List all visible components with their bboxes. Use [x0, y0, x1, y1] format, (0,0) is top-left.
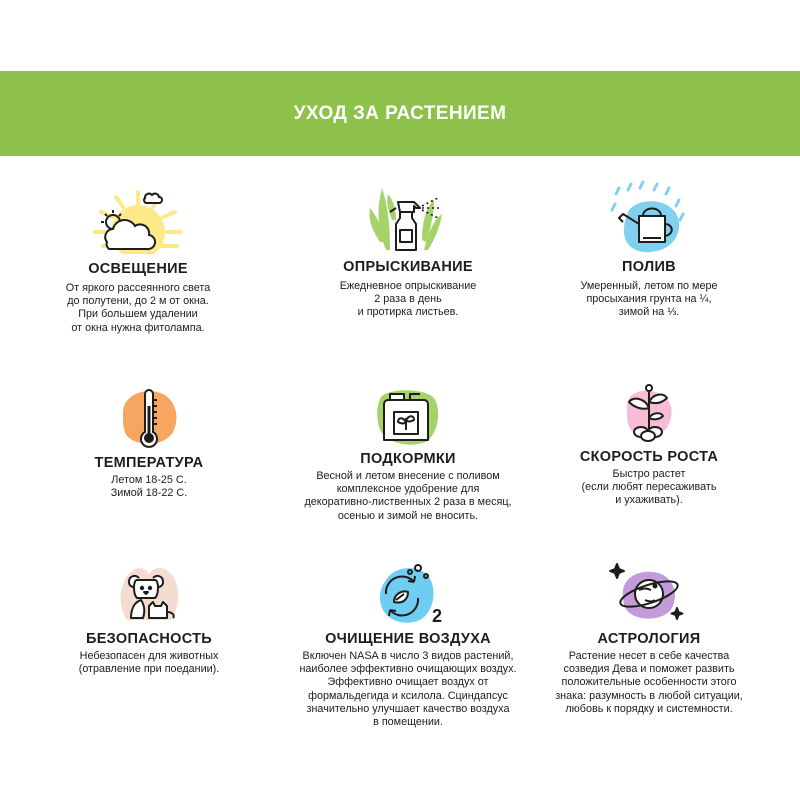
card-title: СКОРОСТЬ РОСТА	[579, 449, 719, 465]
card-title: ОПРЫСКИВАНИЕ	[343, 259, 473, 275]
spray-bottle-icon	[368, 180, 448, 254]
card-title: АСТРОЛОГИЯ	[597, 631, 701, 647]
card-temperature	[19, 386, 279, 500]
card-growth-rate	[519, 380, 779, 508]
card-air-purification	[278, 562, 538, 729]
card-description: Быстро растет (если любят пересаживать и ухаживать).	[581, 468, 717, 507]
card-fertilizing	[278, 384, 538, 523]
card-description: Включен NASA в число 3 видов растений, наиболее эффективно очищающих воздух. Эффективно очищает воздух от формальдегида и ксилола. Сциндапсус значительно улучшает качество воздуха в помещении.	[299, 650, 517, 729]
card-safety	[19, 562, 279, 676]
card-watering	[519, 180, 779, 320]
card-title: ТЕМПЕРАТУРА	[94, 455, 204, 471]
card-description: Летом 18-25 С. Зимой 18-22 С.	[110, 474, 188, 500]
page-title: УХОД ЗА РАСТЕНИЕМ	[293, 102, 507, 124]
card-title: ПОДКОРМКИ	[360, 451, 456, 467]
card-description: Умеренный, летом по мере просыхания грунта на ¼, зимой на ⅓.	[580, 280, 718, 319]
card-spraying	[278, 180, 538, 320]
card-description: Ежедневное опрыскивание 2 раза в день и протирка листьев.	[339, 280, 477, 319]
card-title: ОСВЕЩЕНИЕ	[88, 261, 188, 277]
card-astrology	[519, 560, 779, 716]
header-banner	[0, 71, 800, 156]
card-title: ОЧИЩЕНИЕ ВОЗДУХА	[325, 631, 491, 647]
thermometer-icon	[109, 386, 189, 450]
pets-icon	[109, 562, 189, 624]
card-title: БЕЗОПАСНОСТЬ	[85, 631, 212, 647]
card-description: От яркого рассеянного света до полутени, до 2 м от окна. При большем удалении от окна нужна фитолампа.	[65, 282, 211, 334]
planet-icon	[607, 560, 691, 626]
air-subscript: 2	[432, 606, 443, 626]
sun-cloud-icon	[83, 182, 193, 254]
fertilizer-canister-icon	[368, 384, 448, 446]
card-lighting	[8, 182, 268, 335]
card-description: Растение несет в себе качества созведия Дева и поможет развить положительные особенности этого знака: разумность в любой ситуации, любовь к порядку и системности.	[555, 650, 743, 715]
card-description: Небезопасен для животных (отравление при поедании).	[78, 650, 220, 676]
sprout-icon	[609, 380, 689, 444]
air-purify-icon	[368, 562, 448, 626]
card-description: Весной и летом внесение с поливом комплексное удобрение для декоративно-лиственных 2 раза в месяц, осенью и зимой не вносить.	[304, 470, 512, 522]
watering-can-icon	[609, 180, 689, 254]
card-title: ПОЛИВ	[622, 259, 676, 275]
